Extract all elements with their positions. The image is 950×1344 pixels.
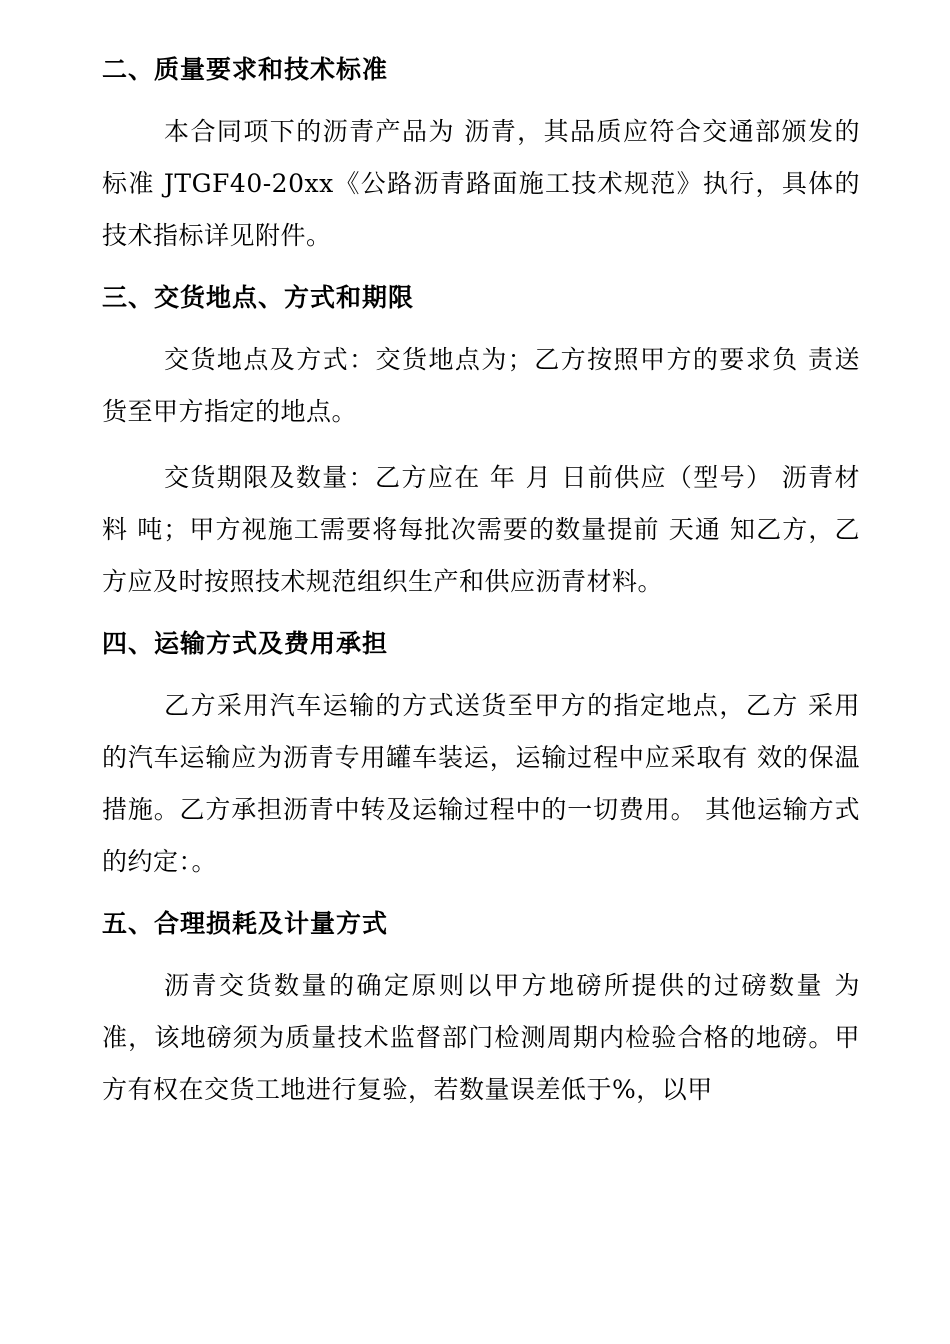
paragraph-transport: 乙方采用汽车运输的方式送货至甲方的指定地点，乙方 采用的汽车运输应为沥青专用罐车装运，运输过程中应采取有 效的保温措施。乙方承担沥青中转及运输过程中的一切费用。 其他运输方式的约定：。 [102,691,860,876]
section-heading-delivery: 三、交货地点、方式和期限 [102,283,415,312]
document-page [102,48,860,1116]
paragraph-delivery-deadline: 交货期限及数量：乙方应在 年 月 日前供应（型号） 沥青材料 吨；甲方视施工需要将每批次需要的数量提前 天通 知乙方，乙方应及时按照技术规范组织生产和供应沥青材料。 [102,463,860,596]
section-heading-transport: 四、运输方式及费用承担 [102,629,389,658]
paragraph-delivery-location: 交货地点及方式：交货地点为；乙方按照甲方的要求负 责送货至甲方指定的地点。 [102,345,860,426]
paragraph-quality-standard: 本合同项下的沥青产品为 沥青，其品质应符合交通部颁发的标准 JTGF40-20xx《公路沥青路面施工技术规范》执行，具体的技术指标详见附件。 [102,117,860,250]
paragraph-measurement: 沥青交货数量的确定原则以甲方地磅所提供的过磅数量 为准，该地磅须为质量技术监督部门检测周期内检验合格的地磅。甲方有权在交货工地进行复验，若数量误差低于%，以甲 [102,971,860,1104]
section-heading-quality: 二、质量要求和技术标准 [102,55,389,84]
section-heading-measurement: 五、合理损耗及计量方式 [102,909,389,938]
